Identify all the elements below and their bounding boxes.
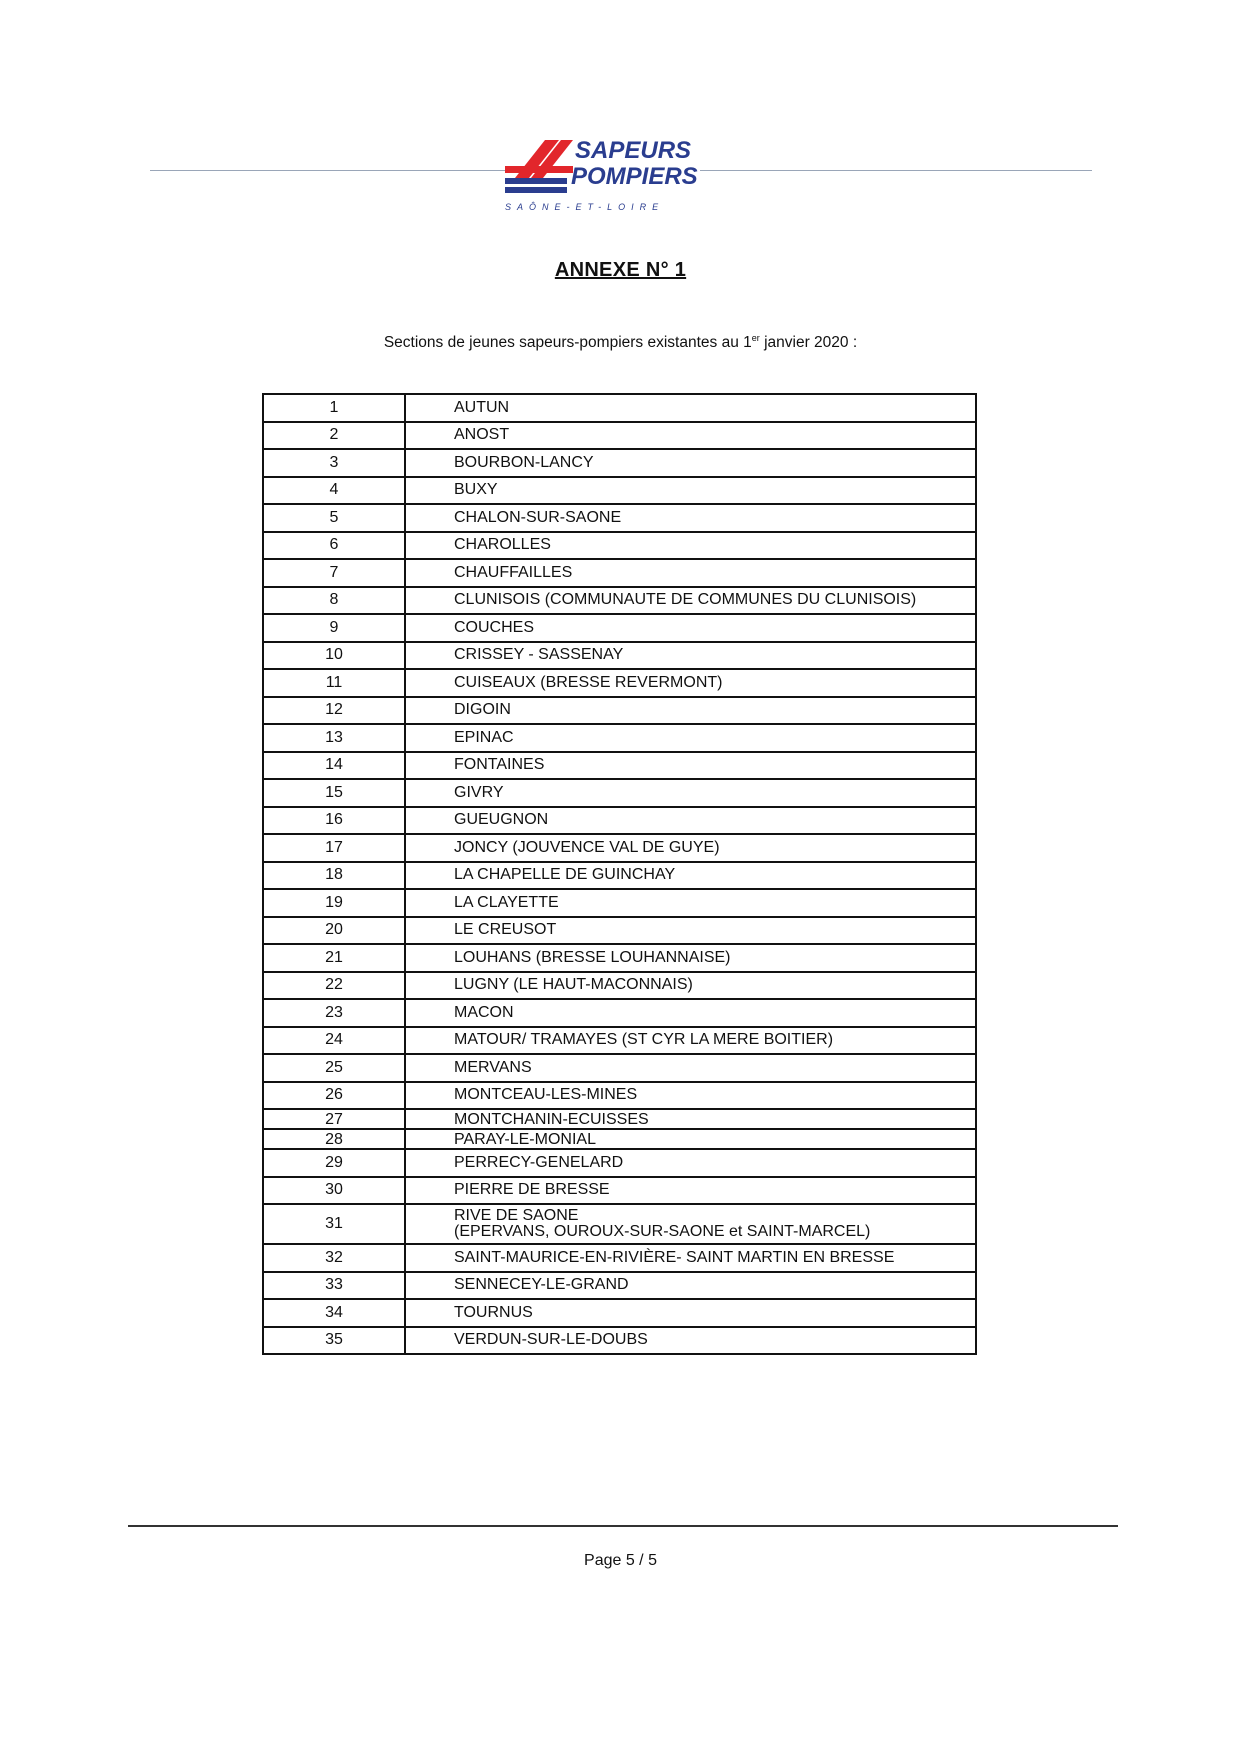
section-number: 10 (263, 642, 405, 670)
table-row (263, 944, 976, 972)
section-name: CRISSEY - SASSENAY (405, 642, 976, 670)
table-row (263, 697, 976, 725)
section-number: 29 (263, 1149, 405, 1177)
table-row (263, 587, 976, 615)
table-row (263, 394, 976, 422)
page-number: Page 5 / 5 (584, 1552, 657, 1569)
section-name: LA CLAYETTE (405, 889, 976, 917)
table-row (263, 532, 976, 560)
logo-text-pompiers: POMPIERS (571, 163, 698, 190)
section-number: 15 (263, 779, 405, 807)
table-row (263, 1149, 976, 1177)
header-rule-left (150, 170, 510, 171)
table-row (263, 1299, 976, 1327)
section-number: 6 (263, 532, 405, 560)
section-name: BOURBON-LANCY (405, 449, 976, 477)
table-row (263, 642, 976, 670)
section-name: COUCHES (405, 614, 976, 642)
section-name-line2: (EPERVANS, OUROUX-SUR-SAONE et SAINT-MARCEL) (454, 1223, 871, 1240)
section-name: CHAUFFAILLES (405, 559, 976, 587)
section-number: 21 (263, 944, 405, 972)
section-name: PIERRE DE BRESSE (405, 1177, 976, 1205)
section-number: 28 (263, 1129, 405, 1149)
section-name: DIGOIN (405, 697, 976, 725)
table-row (263, 1244, 976, 1272)
section-name: FONTAINES (405, 752, 976, 780)
table-row (263, 559, 976, 587)
section-number: 13 (263, 724, 405, 752)
section-name: GUEUGNON (405, 807, 976, 835)
section-number: 24 (263, 1027, 405, 1055)
sapeurs-pompiers-logo (505, 136, 705, 216)
table-row (263, 1082, 976, 1110)
intro-text-sup: er (751, 333, 760, 343)
intro-text (0, 333, 1241, 352)
section-name: CLUNISOIS (COMMUNAUTE DE COMMUNES DU CLUNISOIS) (405, 587, 976, 615)
section-number: 8 (263, 587, 405, 615)
footer-rule (128, 1525, 1118, 1527)
section-number: 23 (263, 999, 405, 1027)
section-name: ANOST (405, 422, 976, 450)
table-row (263, 1177, 976, 1205)
table-row (263, 752, 976, 780)
section-number: 34 (263, 1299, 405, 1327)
section-number: 33 (263, 1272, 405, 1300)
table-row (263, 779, 976, 807)
section-number: 7 (263, 559, 405, 587)
section-name: LUGNY (LE HAUT-MACONNAIS) (405, 972, 976, 1000)
table-row (263, 889, 976, 917)
table-row (263, 807, 976, 835)
section-number: 35 (263, 1327, 405, 1355)
table-row (263, 1027, 976, 1055)
table-row (263, 1272, 976, 1300)
section-name: GIVRY (405, 779, 976, 807)
intro-text-main: Sections de jeunes sapeurs-pompiers existantes au 1 (383, 334, 752, 352)
section-number: 11 (263, 669, 405, 697)
section-number: 2 (263, 422, 405, 450)
section-name: PERRECY-GENELARD (405, 1149, 976, 1177)
section-name: PARAY-LE-MONIAL (405, 1129, 976, 1149)
section-name: SAINT-MAURICE-EN-RIVIÈRE- SAINT MARTIN EN BRESSE (405, 1244, 976, 1272)
section-name: MONTCEAU-LES-MINES (405, 1082, 976, 1110)
table-row (263, 1327, 976, 1355)
table-row (263, 972, 976, 1000)
intro-text-end: janvier 2020 : (759, 334, 858, 352)
section-name: CUISEAUX (BRESSE REVERMONT) (405, 669, 976, 697)
section-name (405, 1204, 976, 1244)
section-name: TOURNUS (405, 1299, 976, 1327)
section-name: BUXY (405, 477, 976, 505)
section-number: 3 (263, 449, 405, 477)
table-row (263, 477, 976, 505)
section-number: 31 (263, 1204, 405, 1244)
table-row (263, 724, 976, 752)
section-number: 27 (263, 1109, 405, 1129)
section-name: EPINAC (405, 724, 976, 752)
section-name: LA CHAPELLE DE GUINCHAY (405, 862, 976, 890)
section-number: 19 (263, 889, 405, 917)
table-row (263, 669, 976, 697)
sections-table (262, 393, 977, 1355)
section-name: AUTUN (405, 394, 976, 422)
section-number: 30 (263, 1177, 405, 1205)
section-number: 25 (263, 1054, 405, 1082)
table-row (263, 834, 976, 862)
section-name: CHAROLLES (405, 532, 976, 560)
section-name: LOUHANS (BRESSE LOUHANNAISE) (405, 944, 976, 972)
section-name-line1: RIVE DE SAONE (454, 1207, 579, 1224)
table-row (263, 917, 976, 945)
section-name: LE CREUSOT (405, 917, 976, 945)
section-number: 22 (263, 972, 405, 1000)
header-rule-right (700, 170, 1092, 171)
section-name: SENNECEY-LE-GRAND (405, 1272, 976, 1300)
table-row (263, 862, 976, 890)
table-row (263, 1054, 976, 1082)
section-name: MERVANS (405, 1054, 976, 1082)
table-row (263, 449, 976, 477)
section-number: 32 (263, 1244, 405, 1272)
section-number: 9 (263, 614, 405, 642)
annex-title: ANNEXE N° 1 (554, 259, 687, 281)
section-number: 16 (263, 807, 405, 835)
table-row (263, 504, 976, 532)
section-number: 4 (263, 477, 405, 505)
section-name: VERDUN-SUR-LE-DOUBS (405, 1327, 976, 1355)
logo-text-sapeurs: SAPEURS (575, 137, 692, 164)
section-number: 1 (263, 394, 405, 422)
table-row (263, 1109, 976, 1129)
table-row (263, 1204, 976, 1244)
section-name: CHALON-SUR-SAONE (405, 504, 976, 532)
section-name: MONTCHANIN-ECUISSES (405, 1109, 976, 1129)
section-name: MACON (405, 999, 976, 1027)
section-number: 26 (263, 1082, 405, 1110)
section-number: 20 (263, 917, 405, 945)
section-number: 5 (263, 504, 405, 532)
section-number: 18 (263, 862, 405, 890)
logo-text-region: SAÔNE-ET-LOIRE (505, 202, 665, 212)
section-number: 17 (263, 834, 405, 862)
table-row (263, 422, 976, 450)
section-name: MATOUR/ TRAMAYES (ST CYR LA MERE BOITIER) (405, 1027, 976, 1055)
section-number: 12 (263, 697, 405, 725)
section-number: 14 (263, 752, 405, 780)
table-row (263, 999, 976, 1027)
table-row (263, 1129, 976, 1149)
section-name: JONCY (JOUVENCE VAL DE GUYE) (405, 834, 976, 862)
table-row (263, 614, 976, 642)
